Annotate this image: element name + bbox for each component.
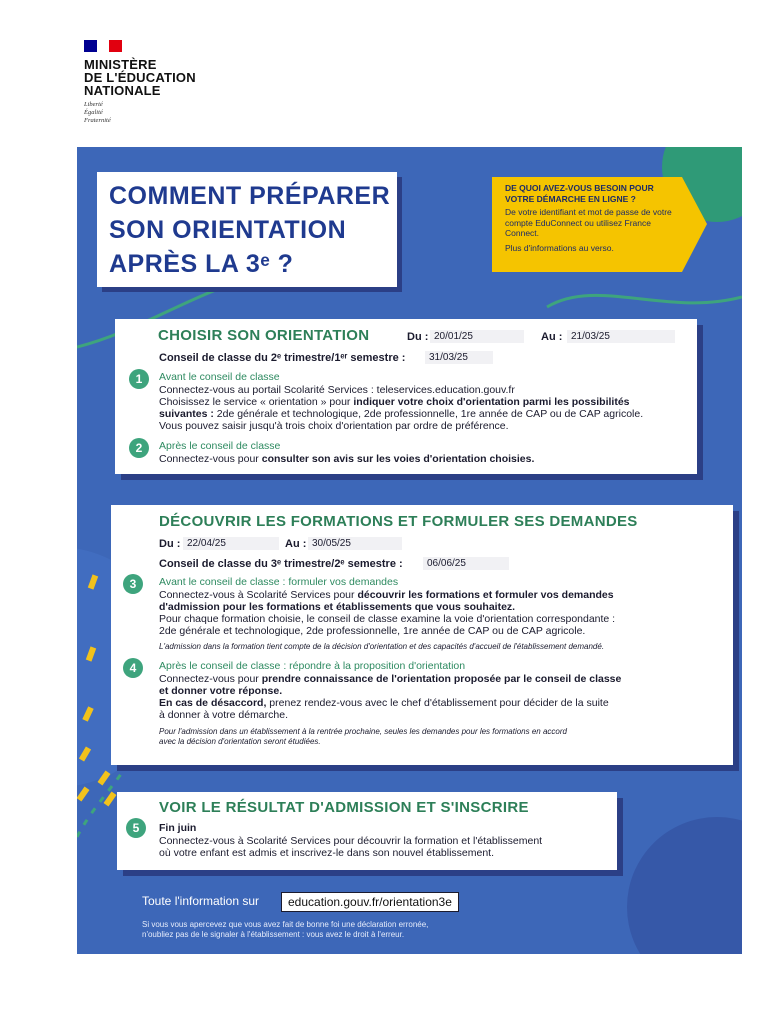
title-line-3: APRÈS LA 3ᵉ ? bbox=[109, 250, 294, 278]
step-3-line-2: d'admission pour les formations et établissements que vous souhaitez. bbox=[159, 601, 516, 613]
title-line-1: COMMENT PRÉPARER bbox=[109, 182, 391, 210]
section-discover-formations bbox=[111, 505, 733, 765]
step-2-line-1: Connectez-vous pour consulter son avis sur les voies d'orientation choisies. bbox=[159, 453, 535, 465]
section-2-au-value: 30/05/25 bbox=[308, 537, 402, 550]
step-1-title: Avant le conseil de classe bbox=[159, 371, 280, 383]
callout-more: Plus d'informations au verso. bbox=[505, 242, 614, 253]
step-3-line-3: Pour chaque formation choisie, le conseil de classe examine la voie d'orientation correspondante : bbox=[159, 613, 616, 625]
section-admission-result bbox=[117, 792, 617, 870]
step-1-line-4: Vous pouvez saisir jusqu'à trois choix d'orientation par ordre de préférence. bbox=[159, 420, 509, 432]
poster-title bbox=[97, 172, 397, 287]
callout-body: De votre identifiant et mot de passe de votre compte EduConnect ou utilisez France Connect. bbox=[505, 207, 672, 238]
footer-info-label: Toute l'information sur bbox=[142, 894, 260, 908]
section-2-council-label: Conseil de classe du 3ᵉ trimestre/2ᵉ semestre : bbox=[159, 558, 403, 570]
french-flag-icon bbox=[84, 40, 122, 52]
step-1-line-1: Connectez-vous au portail Scolarité Services : teleservices.education.gouv.fr bbox=[159, 384, 515, 396]
step-5-badge: 5 bbox=[126, 818, 146, 838]
footer-disclaimer: Si vous vous apercevez que vous avez fait de bonne foi une déclaration erronée, n'oubliez pas de le signaler à l'établissement : vous avez le droit à l'erreur. bbox=[142, 920, 429, 939]
ministry-name-line-1: MINISTÈRE bbox=[84, 57, 157, 72]
step-3-badge: 3 bbox=[123, 574, 143, 594]
section-1-council-label: Conseil de classe du 2ᵉ trimestre/1ᵉʳ semestre : bbox=[159, 352, 406, 364]
step-3-line-1: Connectez-vous à Scolarité Services pour découvrir les formations et formuler vos demandes bbox=[159, 589, 614, 601]
section-1-au-label: Au : bbox=[541, 331, 563, 343]
step-1-badge: 1 bbox=[129, 369, 149, 389]
step-4-note-2: avec la décision d'orientation seront étudiées. bbox=[159, 737, 321, 746]
step-4-line-2: et donner votre réponse. bbox=[159, 685, 283, 697]
online-requirements-callout bbox=[492, 177, 707, 272]
section-2-du-value: 22/04/25 bbox=[183, 537, 279, 550]
step-5-line-2: où votre enfant est admis et inscrivez-le dans son nouvel établissement. bbox=[159, 847, 495, 859]
step-3-line-4: 2de générale et technologique, 2de professionnelle, 1re année de CAP ou de CAP agricole. bbox=[159, 625, 586, 637]
step-2-title: Après le conseil de classe bbox=[159, 440, 281, 452]
section-1-du-value: 20/01/25 bbox=[430, 330, 524, 343]
orientation-poster bbox=[77, 147, 742, 954]
title-line-2: SON ORIENTATION bbox=[109, 216, 347, 244]
section-2-title: DÉCOUVRIR LES FORMATIONS ET FORMULER SES DEMANDES bbox=[159, 513, 638, 530]
ministry-logo bbox=[84, 40, 196, 125]
step-5-title: Fin juin bbox=[159, 822, 197, 834]
orientation-url-link[interactable]: education.gouv.fr/orientation3e bbox=[281, 892, 459, 912]
section-1-council-date: 31/03/25 bbox=[425, 351, 493, 364]
step-4-line-1: Connectez-vous pour prendre connaissance de l'orientation proposée par le conseil de classe bbox=[159, 673, 622, 685]
step-4-title: Après le conseil de classe : répondre à la proposition d'orientation bbox=[159, 660, 466, 672]
section-1-du-label: Du : bbox=[407, 331, 429, 343]
step-3-note: L'admission dans la formation tient compte de la décision d'orientation et des capacités d'accueil de l'établissement demandé. bbox=[159, 642, 605, 651]
step-1-line-3: suivantes : 2de générale et technologique, 2de professionnelle, 1re année de CAP ou de CAP agricole. bbox=[159, 408, 644, 420]
section-1-au-value: 21/03/25 bbox=[567, 330, 675, 343]
step-4-line-4: à donner à votre démarche. bbox=[159, 709, 288, 721]
step-5-line-1: Connectez-vous à Scolarité Services pour découvrir la formation et l'établissement bbox=[159, 835, 543, 847]
callout-heading: DE QUOI AVEZ-VOUS BESOIN POUR VOTRE DÉMARCHE EN LIGNE ? bbox=[505, 183, 654, 204]
section-choose-orientation bbox=[115, 319, 697, 474]
step-4-note-1: Pour l'admission dans un établissement à la rentrée prochaine, seules les demandes pour les formations en accord bbox=[159, 727, 567, 736]
section-2-du-label: Du : bbox=[159, 538, 181, 550]
section-1-title: CHOISIR SON ORIENTATION bbox=[158, 327, 370, 344]
step-3-title: Avant le conseil de classe : formuler vos demandes bbox=[159, 576, 399, 588]
step-2-badge: 2 bbox=[129, 438, 149, 458]
republic-motto: Liberté Égalité Fraternité bbox=[84, 101, 111, 124]
section-2-au-label: Au : bbox=[285, 538, 307, 550]
step-1-line-2: Choisissez le service « orientation » pour indiquer votre choix d'orientation parmi les possibilités bbox=[159, 396, 630, 408]
section-3-title: VOIR LE RÉSULTAT D'ADMISSION ET S'INSCRIRE bbox=[159, 799, 529, 816]
ministry-name-line-3: NATIONALE bbox=[84, 83, 161, 98]
ministry-name-line-2: DE L'ÉDUCATION bbox=[84, 70, 196, 85]
step-4-line-3: En cas de désaccord, prenez rendez-vous avec le chef d'établissement pour décider de la suite bbox=[159, 697, 609, 709]
step-4-badge: 4 bbox=[123, 658, 143, 678]
section-2-council-date: 06/06/25 bbox=[423, 557, 509, 570]
